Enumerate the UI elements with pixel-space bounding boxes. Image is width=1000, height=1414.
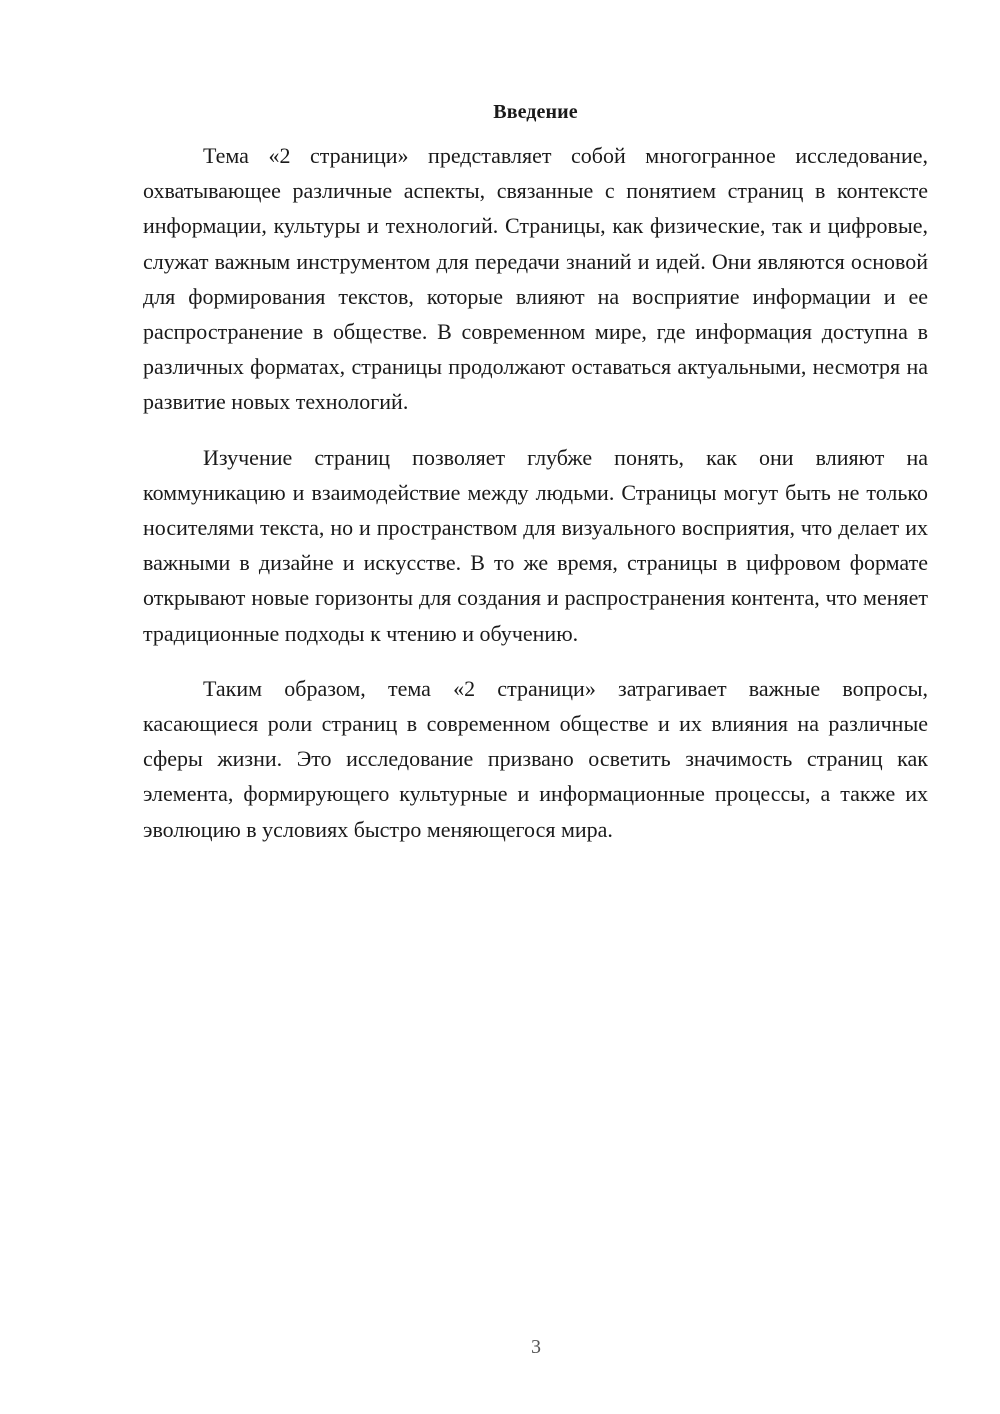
page-number: 3 (531, 1336, 541, 1358)
paragraph-3: Таким образом, тема «2 страници» затрагивает важные вопросы, касающиеся роли страниц в современном обществе и их влияния на различные сферы жизни. Это исследование призвано осветить значимость страниц как элемента, формирующего культурные и информационные процессы, а также их эволюцию в условиях быстро меняющегося мира. (143, 675, 928, 842)
paragraph-2: Изучение страниц позволяет глубже понять, как они влияют на коммуникацию и взаимодействие между людьми. Страницы могут быть не только носителями текста, но и пространством для визуального восприятия, что делает их важными в дизайне и искусстве. В то же время, страницы в цифровом формате открывают новые горизонты для создания и распространения контента, что меняет традиционные подходы к чтению и обучению. (143, 444, 928, 646)
section-title: Введение (493, 101, 578, 123)
paragraph-1: Тема «2 страници» представляет собой многогранное исследование, охватывающее различные аспекты, связанные с понятием страниц в контексте информации, культуры и технологий. Страницы, как физические, так и цифровые, служат важным инструментом для передачи знаний и идей. Они являются основой для формирования текстов, которые влияют на восприятие информации и ее распространение в обществе. В современном мире, где информация доступна в различных форматах, страницы продолжают оставаться актуальными, несмотря на развитие новых технологий. (143, 143, 928, 415)
page-content (143, 98, 928, 867)
